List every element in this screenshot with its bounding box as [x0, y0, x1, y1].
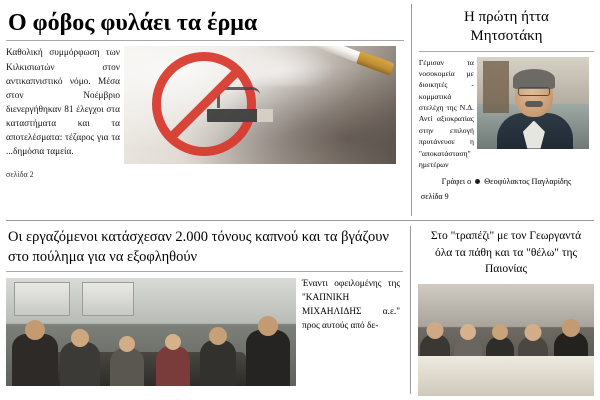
portrait-glasses — [518, 87, 550, 96]
person-5-head — [209, 327, 227, 345]
top-left-text-column — [6, 46, 124, 181]
no-smoking-cigarette-photo — [124, 46, 396, 164]
top-right-story — [419, 4, 594, 216]
bottom-left-text-column: Έναντι οφειλομένης της "ΚΑΠΝΙΚΗ ΜΙΧΑΗΛΙΔΗΣ α.ε." προς αυτούς από δε- — [302, 279, 400, 331]
bottom-right-headline-line1: Στο "τραπέζι" με τον Γεωργαντά — [430, 230, 582, 242]
bottom-section — [6, 226, 594, 394]
top-section — [6, 4, 594, 216]
person-2 — [60, 342, 100, 386]
window-right — [82, 282, 134, 316]
divider — [6, 40, 404, 41]
rt-person-2-head — [460, 324, 476, 340]
vertical-divider — [411, 4, 412, 216]
byline-author: Θεοφύλακτος Παγλαρίδης — [484, 177, 572, 187]
top-left-body — [6, 46, 404, 181]
person-4 — [156, 346, 190, 386]
top-right-headline-line1: Η πρώτη ήττα — [464, 9, 549, 25]
portrait-hair — [513, 69, 555, 89]
portrait-moustache — [525, 101, 543, 107]
top-right-text-column: Γέμισαν τα νοσοκομεία με διοικητές - κομματικά στελέχη της Ν.Δ. Αντί αξιοκρατίας στην επιλογή πρυτάνευσε η "αποκατάσταση" ημετέρων — [418, 57, 474, 170]
byline — [419, 177, 594, 186]
top-right-page-reference: σελίδα 9 — [420, 192, 449, 202]
person-1-head — [25, 320, 45, 340]
window-left — [14, 282, 70, 316]
rt-person-4-head — [525, 324, 542, 341]
rt-person-3-head — [492, 324, 508, 340]
bottom-left-story — [6, 226, 403, 394]
page-title: Ο φόβος φυλάει τα έρμα — [8, 10, 258, 36]
bottom-right-headline — [420, 228, 592, 278]
person-3 — [110, 348, 144, 386]
person-6-head — [258, 316, 278, 336]
top-left-lead-paragraph: Καθολική συμμόρφωση των Κιλκισιωτών στον αντικαπνιστικό νόμο. Μέσα στον Νοέμβριο διενεργήθηκαν 81 έλεγχοι στα καταστήματα και τα αποτελέσματα: τέζαρος για τα ...δημόσια ταμεία. — [6, 48, 120, 158]
politician-portrait-photo — [477, 57, 589, 149]
person-2-head — [71, 329, 89, 347]
rt-person-1-head — [427, 322, 444, 339]
cigarette-symbol-icon — [207, 109, 273, 122]
person-5 — [200, 340, 236, 386]
divider — [6, 271, 403, 272]
workers-meeting-photo — [6, 278, 296, 386]
rt-person-5-head — [562, 319, 580, 337]
person-6 — [246, 330, 290, 386]
bottom-right-story — [418, 226, 594, 394]
top-left-page-reference: σελίδα 2 — [6, 170, 34, 180]
person-1 — [12, 334, 58, 386]
portrait-door — [483, 61, 509, 113]
top-right-body — [419, 57, 594, 171]
byline-prefix: Γράφει ο — [441, 177, 472, 187]
no-smoking-icon — [152, 52, 256, 156]
bottom-left-body — [6, 278, 403, 386]
section-divider — [6, 220, 594, 221]
person-3-head — [119, 336, 135, 352]
bullet-icon — [475, 179, 480, 184]
bottom-left-headline: Οι εργαζόμενοι κατάσχεσαν 2.000 τόνους καπνού και τα βγάζουν στο πούλημα για να εξοφληθούν — [8, 229, 389, 265]
vertical-divider-bottom — [410, 226, 411, 394]
bottom-right-headline-line2: όλα τα πάθη και τα "θέλω" της Παιονίας — [434, 246, 578, 276]
top-left-story — [6, 4, 404, 216]
top-right-headline-line2: Μητσοτάκη — [470, 27, 543, 44]
smoke-symbol-icon — [217, 87, 260, 108]
white-conference-table — [418, 356, 594, 396]
person-4-head — [165, 334, 181, 350]
roundtable-meeting-photo — [418, 284, 594, 396]
divider — [419, 51, 594, 52]
top-right-headline — [421, 8, 592, 46]
